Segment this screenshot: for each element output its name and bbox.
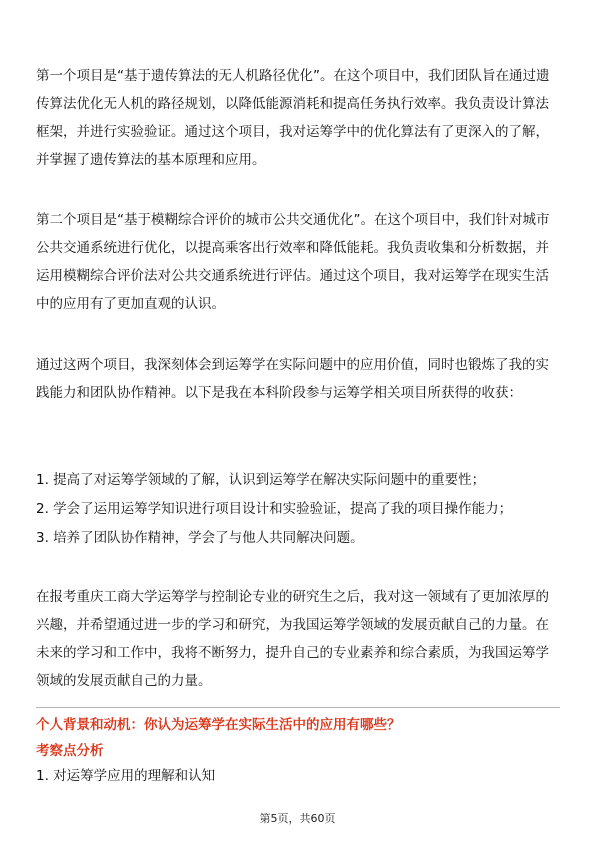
list-item: 1. 提高了对运筹学领域的了解，认识到运筹学在解决实际问题中的重要性； <box>36 472 486 488</box>
paragraph-project-1: 第一个项目是“基于遗传算法的无人机路径优化”。在这个项目中，我们团队旨在通过遗传算法优化无人机的路径规划，以降低能源消耗和提高任务执行效率。我负责设计算法框架，并进行实验验证。通过这个项目，我对运筹学中的优化算法有了更深入的了解，并掌握了遗传算法的基本原理和应用。 <box>36 68 550 168</box>
paragraph-closing: 在报考重庆工商大学运筹学与控制论专业的研究生之后，我对这一领域有了更加浓厚的兴趣，并希望通过进一步的学习和研究，为我国运筹学领域的发展贡献自己的力量。在未来的学习和工作中，我将不断努力，提升自己的专业素养和综合素质，为我国运筹学领域的发展贡献自己的力量。 <box>36 589 549 689</box>
paragraph-project-2: 第二个项目是“基于模糊综合评价的城市公共交通优化”。在这个项目中，我们针对城市公共交通系统进行优化，以提高乘客出行效率和降低能耗。我负责收集和分析数据，并运用模糊综合评价法对公共交通系统进行评估。通过这个项目，我对运筹学在现实生活中的应用有了更加直观的认识。 <box>36 212 550 312</box>
list-item: 3. 培养了团队协作精神，学会了与他人共同解决问题。 <box>36 530 364 546</box>
question-title: 个人背景和动机：你认为运筹学在实际生活中的应用有哪些？ <box>36 717 401 733</box>
page-footer: 第5页，共60页 <box>259 812 336 825</box>
section-title: 考察点分析 <box>36 743 104 759</box>
analysis-item: 1. 对运筹学应用的理解和认知 <box>36 768 216 784</box>
list-item: 2. 学会了运用运筹学知识进行项目设计和实验验证，提高了我的项目操作能力； <box>36 501 513 517</box>
divider <box>36 707 560 708</box>
paragraph-summary: 通过这两个项目，我深刻体会到运筹学在实际问题中的应用价值，同时也锻炼了我的实践能力和团队协作精神。以下是我在本科阶段参与运筹学相关项目所获得的收获： <box>36 357 549 401</box>
